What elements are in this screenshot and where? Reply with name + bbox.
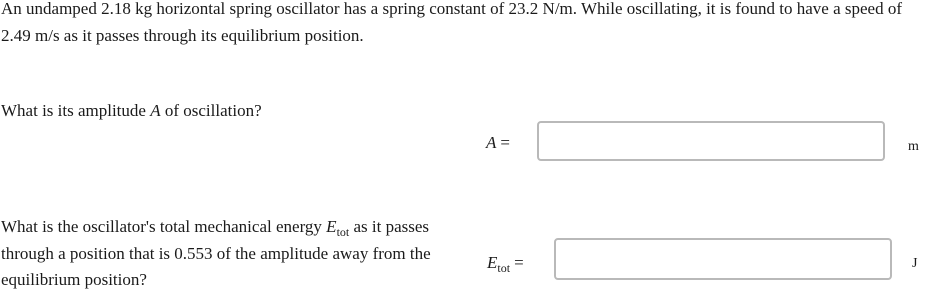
energy-variable bbox=[326, 217, 350, 239]
question-amplitude bbox=[1, 97, 262, 124]
energy-answer-label bbox=[487, 253, 524, 273]
amplitude-label-variable: A bbox=[486, 133, 497, 152]
question-total-energy bbox=[1, 214, 446, 294]
energy-variable-subscript: tot bbox=[336, 225, 350, 239]
energy-label-variable bbox=[487, 253, 511, 275]
energy-variable-symbol: E bbox=[326, 217, 337, 236]
amplitude-input[interactable] bbox=[537, 121, 885, 161]
question-energy-text-after: as it passes through a position that is 0.553 of the amplitude away from the equilibrium position? bbox=[1, 217, 431, 289]
amplitude-answer-label bbox=[486, 133, 510, 153]
energy-label-symbol: E bbox=[487, 253, 498, 272]
energy-label-subscript: tot bbox=[497, 261, 511, 275]
amplitude-variable: A bbox=[150, 101, 161, 120]
problem-statement: An undamped 2.18 kg horizontal spring oscillator has a spring constant of 23.2 N/m. While oscillating, it is found to have a speed of 2.49 m/s as it passes through its equilibrium position. bbox=[1, 0, 902, 45]
question-amplitude-text-before: What is its amplitude bbox=[1, 101, 151, 120]
total-energy-input[interactable] bbox=[554, 238, 892, 280]
amplitude-equals-sign: = bbox=[500, 133, 510, 152]
question-amplitude-text-after: of oscillation? bbox=[160, 101, 262, 120]
question-energy-text-before: What is the oscillator's total mechanical energy bbox=[1, 217, 327, 236]
amplitude-unit: m bbox=[908, 139, 919, 154]
energy-equals-sign: = bbox=[514, 253, 524, 272]
energy-unit: J bbox=[912, 256, 918, 271]
